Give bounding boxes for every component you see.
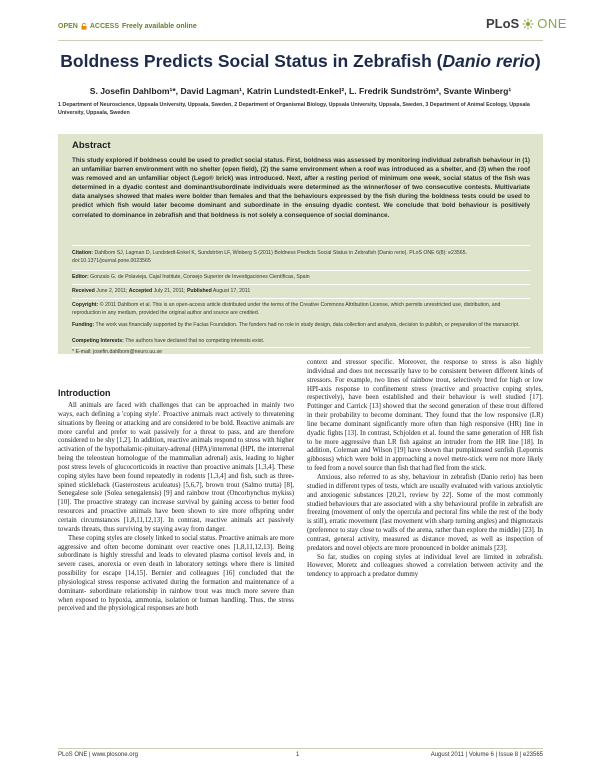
meta-divider bbox=[72, 298, 530, 299]
meta-divider bbox=[72, 270, 530, 271]
competing-interests: Competing Interests: The authors have declared that no competing interests exist. bbox=[72, 338, 265, 344]
abstract-divider bbox=[72, 245, 530, 246]
plos-sun-icon bbox=[522, 18, 534, 30]
footer-issue: August 2011 | Volume 6 | Issue 8 | e23565 bbox=[430, 752, 543, 758]
introduction-heading: Introduction bbox=[58, 388, 111, 398]
paragraph: All animals are faced with challenges that can be approached in mainly two ways, each defining a 'coping style'. Proactive animals react actively to threatening situations by fleeing or attacking and are considered to be bold. Reactive animals are more careful and prefer to wait passively for a threat to pass, and are therefore considered to be shy [1,2]. In addition, reactive animals respond to stress with higher activation of the hypothalamic-pituitary-adrenal (HPA)/interrenal (HPI, the interrenal being the teleostean homologue of the mammalian adrenal) axis, leading to higher post stress levels of glucocorticoids in reactive than proactive animals [1,3,4]. These coping styles have been found repeatedly in rodents [1,3,4] and fish, such as three-spined stickleback (Gasterosteus aculeatus) [5,6,7], brown trout (Salmo trutta) [8], Senegalese sole (Solea senegalensis) [9] and rainbow trout (Oncorhynchus mykiss) [10]. The proactive strategy can increase survival by gaining access to better food resources and proactive animals have been shown to sire more offspring under certain circumstances [1,8,11,12,13]. In contrast, reactive animals act passively towards threats, thus surviving by staying away from danger. bbox=[58, 402, 294, 533]
affiliations: 1 Department of Neuroscience, Uppsala University, Uppsala, Sweden, 2 Department of Organismal Biology, Uppsala University, Uppsala, Sweden, 3 Department of Animal Ecology, Uppsala University, Uppsala, Sweden bbox=[58, 102, 530, 116]
footer-divider bbox=[58, 748, 543, 749]
page-number: 1 bbox=[296, 752, 300, 758]
citation: Citation: Dahlbom SJ, Lagman D, Lundstedt-Enkel K, Sundström LF, Winberg S (2011) Boldness Predicts Social Status in Zebrafish (Danio rerio). PLoS ONE 6(8): e23565. doi:10.1371/journal.pone.0023565 bbox=[72, 250, 467, 264]
journal-plos: PLoS bbox=[486, 16, 520, 31]
oa-open: OPEN bbox=[58, 23, 78, 30]
author-list: S. Josefin Dahlbom¹*, David Lagman¹, Katrin Lundstedt-Enkel², L. Fredrik Sundström³, Svante Winberg¹ bbox=[89, 86, 512, 96]
dates: Received June 2, 2011; Accepted July 21, 2011; Published August 17, 2011 bbox=[72, 288, 251, 294]
abstract-heading: Abstract bbox=[72, 140, 111, 151]
paragraph: Anxious, also referred to as shy, behaviour in zebrafish (Danio rerio) has been studied in different types of tests, which are usually evaluated with various anxiolytic and anxiogenic substances [20,21, review by 22]. Some of the most commonly studied behaviours that are associated with a shy behavioural profile in zebrafish are freezing (movement of only the opercula and pectoral fins while the rest of the body is still), erratic movement (fast movement with sharp turning angles) and thigmotaxis (preference to stay close to walls of the arena, rather than explore the middle) [23]. In contrast, general activity, measured as distance moved, as well as inspection of predators and novel objects are more pronounced in bolder animals [23]. bbox=[307, 473, 543, 552]
title-species: Danio rerio bbox=[442, 51, 535, 71]
paragraph: So far, studies on coping styles at individual level are limited in zebrafish. However, Moretz and colleagues showed a correlation between activity and the tendency to approach a predator dummy bbox=[307, 553, 543, 579]
body-column-left bbox=[58, 402, 294, 614]
meta-divider bbox=[72, 284, 530, 285]
article-title: Boldness Predicts Social Status in Zebrafish (Danio rerio) bbox=[60, 51, 541, 71]
open-access-badge bbox=[58, 23, 197, 30]
oa-access: ACCESS bbox=[89, 23, 120, 30]
copyright: Copyright: © 2011 Dahlbom et al. This is an open-access article distributed under the terms of the Creative Commons Attribution License, which permits unrestricted use, distribution, and reproduction in any medium, provided the original author and source are credited. bbox=[72, 302, 501, 316]
footer-journal: PLoS ONE | www.plosone.org bbox=[58, 752, 138, 758]
abstract-text: This study explored if boldness could be used to predict social status. First, boldness was assessed by monitoring individual zebrafish behaviour in (1) an unfamiliar barren environment with no shelter (open field), (2) the same environment when a roof was introduced as a shelter, and (3) when the roof was removed and an unfamiliar object (Lego® brick) was introduced. Next, after a resting period of minimum one week, social status of the fish was determined in a dyadic contest and dominant/subordinate individuals were determined as the winner/loser of two consecutive contests. Multivariate data analyses showed that males were bolder than females and that the behaviours expressed by the fish during the boldness tests could be used to predict which fish would later become dominant and subordinate in the ensuing dyadic contest. We conclude that bold behaviour is positively correlated to dominance in zebrafish and that boldness is not solely a consequence of social dominance. bbox=[72, 157, 530, 219]
header-divider bbox=[58, 40, 543, 41]
funding: Funding: The work was financially supported by the Facias Foundation. The funders had no role in study design, data collection and analysis, decision to publish, or preparation of the manuscript. bbox=[72, 322, 520, 328]
journal-one: ONE bbox=[537, 16, 567, 31]
oa-freely-available: Freely available online bbox=[122, 23, 197, 30]
email: * E-mail: josefin.dahlbom@neuro.uu.se bbox=[72, 349, 163, 355]
body-column-right bbox=[307, 359, 543, 580]
meta-divider bbox=[72, 347, 530, 348]
paragraph: These coping styles are closely linked to social status. Proactive animals are more aggressive and often become dominant over reactive ones [1,8,11,12,13]. Being subordinate is highly stressful and leads to elevated plasma cortisol levels and, in severe cases, anorexia or even death in laboratory settings where there is limited possibility for escape [14,15]. Bernier and colleagues [16] concluded that the physiological stress response activated during the formation and maintenance of a dominant- subordinate relationship in rainbow trout was much more severe than when exposed to hypoxia, ammonia, isolation or human handling. Thus, the stress perceived and the physiological responses are both bbox=[58, 534, 294, 613]
editor: Editor: Gonzalo G. de Polavieja, Cajal Institute, Consejo Superior de Investigaciones Científicas, Spain bbox=[72, 274, 310, 280]
open-lock-icon bbox=[81, 23, 87, 30]
journal-logo bbox=[486, 16, 567, 31]
paragraph: context and stressor specific. Moreover, the response to stress is also highly individual and does not necessarily have to be consistent between different kinds of stressors. For example, two lines of rainbow trout, selectively bred for high or low HPI-axis response to confinement stress (reactive and proactive coping styles, respectively), have been established and their behaviour is well studied [17]. Pottinger and Carrick [13] showed that the second generation of these trout differed in their probability to become dominant. They found that the low responsive (LR) line became dominant significantly more often than high responsive (HR) line in dyadic fights [13]. In contrast, Schjolden et al. found the same generation of HR fish to be more aggressive than LR fish against an intruder from the HR line [18]. In addition, Coleman and Wilson [19] have shown that pumpkinseed sunfish (Lepomis gibbosus) which were bold in approaching a novel metre-stick were not more likely to feed from a novel source than fish that had fled from the stick. bbox=[307, 359, 543, 473]
